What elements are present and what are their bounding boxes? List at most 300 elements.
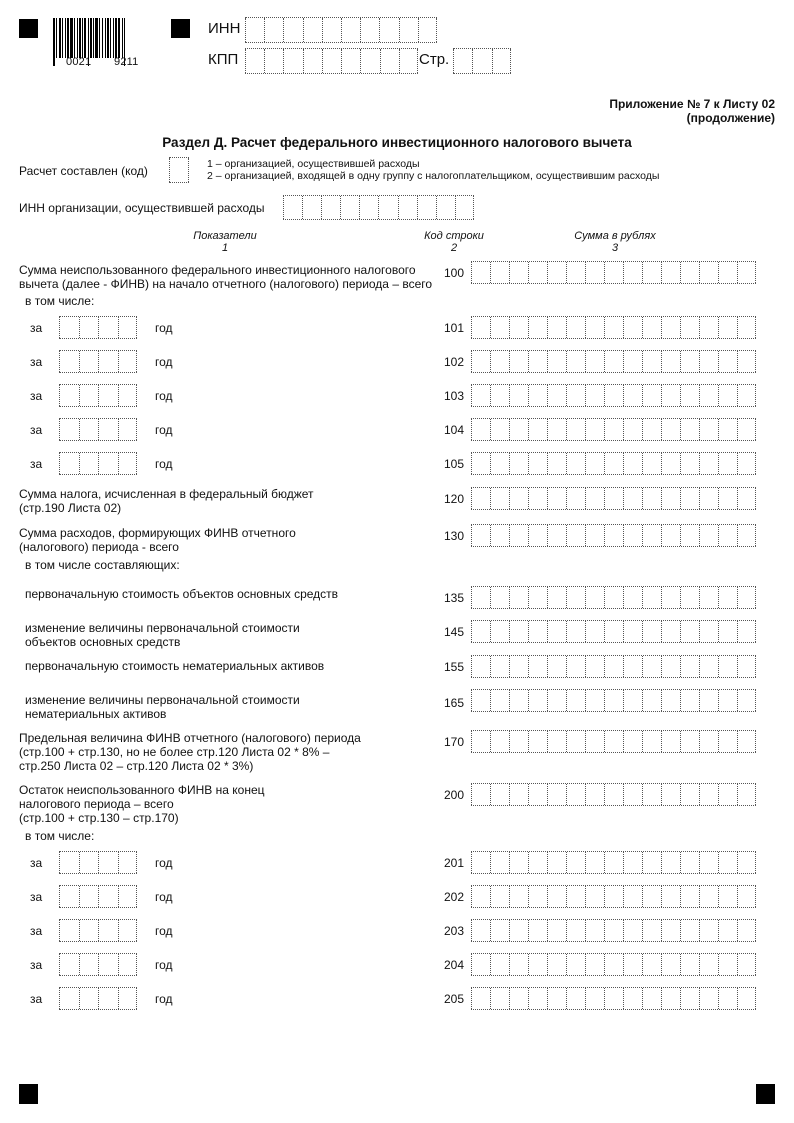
input-cell[interactable]: [699, 419, 718, 440]
input-cell[interactable]: [661, 656, 680, 677]
input-cell[interactable]: [547, 784, 566, 805]
row-100-amount-input[interactable]: [471, 261, 756, 284]
year-row-205-amount-input[interactable]: [471, 987, 756, 1010]
compiled-by-code-input[interactable]: [169, 157, 189, 183]
input-cell[interactable]: [661, 920, 680, 941]
input-cell[interactable]: [490, 419, 509, 440]
input-cell[interactable]: [737, 587, 756, 608]
input-cell[interactable]: [490, 317, 509, 338]
input-cell[interactable]: [59, 920, 79, 941]
input-cell[interactable]: [98, 886, 118, 907]
input-cell[interactable]: [604, 988, 623, 1009]
input-cell[interactable]: [642, 886, 661, 907]
input-cell[interactable]: [471, 656, 490, 677]
input-cell[interactable]: [642, 385, 661, 406]
year-row-203-year-input[interactable]: [59, 919, 137, 942]
input-cell[interactable]: [604, 954, 623, 975]
input-cell[interactable]: [718, 587, 737, 608]
input-cell[interactable]: [566, 385, 585, 406]
input-cell[interactable]: [509, 731, 528, 752]
input-cell[interactable]: [623, 419, 642, 440]
input-cell[interactable]: [436, 196, 455, 219]
input-cell[interactable]: [492, 49, 511, 73]
input-cell[interactable]: [59, 317, 79, 338]
year-row-201-amount-input[interactable]: [471, 851, 756, 874]
input-cell[interactable]: [737, 525, 756, 546]
row-170-amount-input[interactable]: [471, 730, 756, 753]
row-120-amount-input[interactable]: [471, 487, 756, 510]
input-cell[interactable]: [547, 419, 566, 440]
input-cell[interactable]: [585, 784, 604, 805]
input-cell[interactable]: [623, 656, 642, 677]
input-cell[interactable]: [680, 886, 699, 907]
year-row-102-amount-input[interactable]: [471, 350, 756, 373]
input-cell[interactable]: [680, 656, 699, 677]
input-cell[interactable]: [547, 852, 566, 873]
year-row-204-amount-input[interactable]: [471, 953, 756, 976]
input-cell[interactable]: [471, 419, 490, 440]
org-inn-input[interactable]: [283, 195, 474, 220]
input-cell[interactable]: [585, 731, 604, 752]
input-cell[interactable]: [604, 525, 623, 546]
input-cell[interactable]: [169, 158, 189, 182]
input-cell[interactable]: [585, 886, 604, 907]
input-cell[interactable]: [585, 385, 604, 406]
input-cell[interactable]: [737, 419, 756, 440]
input-cell[interactable]: [585, 525, 604, 546]
input-cell[interactable]: [604, 920, 623, 941]
input-cell[interactable]: [642, 690, 661, 711]
input-cell[interactable]: [490, 621, 509, 642]
input-cell[interactable]: [623, 317, 642, 338]
year-row-102-year-input[interactable]: [59, 350, 137, 373]
input-cell[interactable]: [245, 18, 264, 42]
input-cell[interactable]: [471, 453, 490, 474]
input-cell[interactable]: [79, 886, 99, 907]
input-cell[interactable]: [398, 196, 417, 219]
row-145-amount-input[interactable]: [471, 620, 756, 643]
input-cell[interactable]: [566, 262, 585, 283]
input-cell[interactable]: [737, 385, 756, 406]
input-cell[interactable]: [699, 954, 718, 975]
input-cell[interactable]: [623, 453, 642, 474]
input-cell[interactable]: [718, 317, 737, 338]
input-cell[interactable]: [471, 731, 490, 752]
input-cell[interactable]: [490, 385, 509, 406]
input-cell[interactable]: [604, 690, 623, 711]
input-cell[interactable]: [642, 419, 661, 440]
input-cell[interactable]: [340, 196, 359, 219]
input-cell[interactable]: [547, 525, 566, 546]
input-cell[interactable]: [623, 852, 642, 873]
input-cell[interactable]: [547, 453, 566, 474]
input-cell[interactable]: [79, 988, 99, 1009]
kpp-input[interactable]: [245, 48, 418, 74]
input-cell[interactable]: [680, 453, 699, 474]
input-cell[interactable]: [642, 453, 661, 474]
input-cell[interactable]: [472, 49, 491, 73]
input-cell[interactable]: [604, 419, 623, 440]
input-cell[interactable]: [79, 317, 99, 338]
year-row-203-amount-input[interactable]: [471, 919, 756, 942]
input-cell[interactable]: [528, 385, 547, 406]
input-cell[interactable]: [585, 920, 604, 941]
input-cell[interactable]: [79, 453, 99, 474]
input-cell[interactable]: [547, 621, 566, 642]
input-cell[interactable]: [699, 488, 718, 509]
input-cell[interactable]: [490, 453, 509, 474]
input-cell[interactable]: [585, 852, 604, 873]
input-cell[interactable]: [604, 621, 623, 642]
input-cell[interactable]: [471, 525, 490, 546]
input-cell[interactable]: [718, 690, 737, 711]
input-cell[interactable]: [623, 920, 642, 941]
input-cell[interactable]: [642, 784, 661, 805]
input-cell[interactable]: [604, 385, 623, 406]
input-cell[interactable]: [547, 886, 566, 907]
input-cell[interactable]: [718, 954, 737, 975]
input-cell[interactable]: [718, 852, 737, 873]
input-cell[interactable]: [509, 453, 528, 474]
input-cell[interactable]: [59, 453, 79, 474]
input-cell[interactable]: [661, 453, 680, 474]
input-cell[interactable]: [737, 852, 756, 873]
year-row-205-year-input[interactable]: [59, 987, 137, 1010]
input-cell[interactable]: [547, 385, 566, 406]
input-cell[interactable]: [490, 954, 509, 975]
input-cell[interactable]: [471, 690, 490, 711]
input-cell[interactable]: [585, 621, 604, 642]
input-cell[interactable]: [399, 49, 418, 73]
input-cell[interactable]: [661, 351, 680, 372]
input-cell[interactable]: [98, 419, 118, 440]
input-cell[interactable]: [642, 988, 661, 1009]
input-cell[interactable]: [718, 262, 737, 283]
input-cell[interactable]: [509, 385, 528, 406]
input-cell[interactable]: [490, 852, 509, 873]
input-cell[interactable]: [604, 488, 623, 509]
input-cell[interactable]: [642, 852, 661, 873]
input-cell[interactable]: [680, 920, 699, 941]
input-cell[interactable]: [566, 690, 585, 711]
input-cell[interactable]: [59, 385, 79, 406]
input-cell[interactable]: [604, 317, 623, 338]
input-cell[interactable]: [471, 488, 490, 509]
row-155-amount-input[interactable]: [471, 655, 756, 678]
input-cell[interactable]: [528, 262, 547, 283]
input-cell[interactable]: [547, 587, 566, 608]
input-cell[interactable]: [509, 852, 528, 873]
input-cell[interactable]: [341, 18, 360, 42]
input-cell[interactable]: [737, 453, 756, 474]
row-130-amount-input[interactable]: [471, 524, 756, 547]
input-cell[interactable]: [509, 488, 528, 509]
input-cell[interactable]: [680, 954, 699, 975]
input-cell[interactable]: [490, 920, 509, 941]
input-cell[interactable]: [359, 196, 378, 219]
input-cell[interactable]: [566, 886, 585, 907]
input-cell[interactable]: [661, 385, 680, 406]
input-cell[interactable]: [321, 196, 340, 219]
input-cell[interactable]: [680, 784, 699, 805]
input-cell[interactable]: [566, 419, 585, 440]
input-cell[interactable]: [566, 621, 585, 642]
input-cell[interactable]: [509, 988, 528, 1009]
input-cell[interactable]: [118, 920, 138, 941]
input-cell[interactable]: [79, 920, 99, 941]
input-cell[interactable]: [737, 954, 756, 975]
input-cell[interactable]: [680, 262, 699, 283]
input-cell[interactable]: [699, 920, 718, 941]
input-cell[interactable]: [118, 351, 138, 372]
input-cell[interactable]: [59, 886, 79, 907]
row-165-amount-input[interactable]: [471, 689, 756, 712]
input-cell[interactable]: [604, 784, 623, 805]
input-cell[interactable]: [59, 988, 79, 1009]
input-cell[interactable]: [680, 525, 699, 546]
input-cell[interactable]: [118, 988, 138, 1009]
input-cell[interactable]: [79, 419, 99, 440]
input-cell[interactable]: [528, 988, 547, 1009]
input-cell[interactable]: [79, 954, 99, 975]
input-cell[interactable]: [59, 419, 79, 440]
input-cell[interactable]: [509, 351, 528, 372]
input-cell[interactable]: [118, 317, 138, 338]
input-cell[interactable]: [718, 525, 737, 546]
input-cell[interactable]: [528, 656, 547, 677]
input-cell[interactable]: [264, 49, 283, 73]
input-cell[interactable]: [585, 954, 604, 975]
input-cell[interactable]: [98, 453, 118, 474]
input-cell[interactable]: [661, 317, 680, 338]
input-cell[interactable]: [528, 886, 547, 907]
input-cell[interactable]: [509, 690, 528, 711]
input-cell[interactable]: [547, 351, 566, 372]
input-cell[interactable]: [509, 525, 528, 546]
input-cell[interactable]: [718, 351, 737, 372]
input-cell[interactable]: [79, 385, 99, 406]
input-cell[interactable]: [528, 317, 547, 338]
input-cell[interactable]: [699, 656, 718, 677]
input-cell[interactable]: [471, 920, 490, 941]
input-cell[interactable]: [378, 196, 397, 219]
input-cell[interactable]: [264, 18, 283, 42]
input-cell[interactable]: [642, 525, 661, 546]
input-cell[interactable]: [98, 920, 118, 941]
input-cell[interactable]: [737, 351, 756, 372]
input-cell[interactable]: [661, 690, 680, 711]
input-cell[interactable]: [699, 731, 718, 752]
input-cell[interactable]: [585, 690, 604, 711]
input-cell[interactable]: [661, 488, 680, 509]
input-cell[interactable]: [59, 852, 79, 873]
input-cell[interactable]: [718, 385, 737, 406]
input-cell[interactable]: [623, 262, 642, 283]
input-cell[interactable]: [380, 49, 399, 73]
input-cell[interactable]: [547, 656, 566, 677]
year-row-104-amount-input[interactable]: [471, 418, 756, 441]
input-cell[interactable]: [490, 690, 509, 711]
input-cell[interactable]: [360, 49, 379, 73]
input-cell[interactable]: [718, 488, 737, 509]
input-cell[interactable]: [737, 317, 756, 338]
input-cell[interactable]: [699, 690, 718, 711]
input-cell[interactable]: [585, 656, 604, 677]
input-cell[interactable]: [699, 852, 718, 873]
input-cell[interactable]: [490, 488, 509, 509]
input-cell[interactable]: [566, 920, 585, 941]
input-cell[interactable]: [642, 262, 661, 283]
input-cell[interactable]: [509, 621, 528, 642]
input-cell[interactable]: [604, 852, 623, 873]
input-cell[interactable]: [547, 920, 566, 941]
input-cell[interactable]: [718, 784, 737, 805]
input-cell[interactable]: [566, 525, 585, 546]
input-cell[interactable]: [283, 18, 302, 42]
input-cell[interactable]: [509, 886, 528, 907]
input-cell[interactable]: [604, 262, 623, 283]
input-cell[interactable]: [566, 453, 585, 474]
input-cell[interactable]: [79, 852, 99, 873]
input-cell[interactable]: [303, 49, 322, 73]
input-cell[interactable]: [699, 262, 718, 283]
input-cell[interactable]: [509, 587, 528, 608]
input-cell[interactable]: [699, 351, 718, 372]
input-cell[interactable]: [490, 988, 509, 1009]
input-cell[interactable]: [98, 954, 118, 975]
input-cell[interactable]: [528, 525, 547, 546]
input-cell[interactable]: [623, 351, 642, 372]
input-cell[interactable]: [566, 317, 585, 338]
input-cell[interactable]: [490, 784, 509, 805]
year-row-101-year-input[interactable]: [59, 316, 137, 339]
input-cell[interactable]: [661, 262, 680, 283]
input-cell[interactable]: [585, 317, 604, 338]
input-cell[interactable]: [547, 317, 566, 338]
input-cell[interactable]: [322, 49, 341, 73]
input-cell[interactable]: [604, 731, 623, 752]
input-cell[interactable]: [680, 351, 699, 372]
year-row-104-year-input[interactable]: [59, 418, 137, 441]
input-cell[interactable]: [528, 920, 547, 941]
input-cell[interactable]: [471, 886, 490, 907]
input-cell[interactable]: [471, 954, 490, 975]
input-cell[interactable]: [699, 385, 718, 406]
input-cell[interactable]: [718, 453, 737, 474]
input-cell[interactable]: [547, 731, 566, 752]
input-cell[interactable]: [98, 385, 118, 406]
input-cell[interactable]: [509, 954, 528, 975]
input-cell[interactable]: [118, 954, 138, 975]
input-cell[interactable]: [118, 385, 138, 406]
input-cell[interactable]: [59, 351, 79, 372]
input-cell[interactable]: [528, 419, 547, 440]
input-cell[interactable]: [661, 525, 680, 546]
input-cell[interactable]: [699, 988, 718, 1009]
input-cell[interactable]: [699, 886, 718, 907]
year-row-204-year-input[interactable]: [59, 953, 137, 976]
input-cell[interactable]: [737, 784, 756, 805]
input-cell[interactable]: [379, 18, 398, 42]
input-cell[interactable]: [661, 988, 680, 1009]
input-cell[interactable]: [680, 988, 699, 1009]
year-row-103-amount-input[interactable]: [471, 384, 756, 407]
input-cell[interactable]: [98, 351, 118, 372]
input-cell[interactable]: [566, 656, 585, 677]
input-cell[interactable]: [737, 488, 756, 509]
input-cell[interactable]: [680, 587, 699, 608]
input-cell[interactable]: [737, 731, 756, 752]
input-cell[interactable]: [471, 385, 490, 406]
input-cell[interactable]: [118, 419, 138, 440]
input-cell[interactable]: [528, 731, 547, 752]
input-cell[interactable]: [585, 587, 604, 608]
input-cell[interactable]: [699, 621, 718, 642]
input-cell[interactable]: [718, 988, 737, 1009]
input-cell[interactable]: [699, 453, 718, 474]
input-cell[interactable]: [566, 784, 585, 805]
input-cell[interactable]: [547, 690, 566, 711]
input-cell[interactable]: [623, 587, 642, 608]
input-cell[interactable]: [623, 621, 642, 642]
input-cell[interactable]: [490, 731, 509, 752]
input-cell[interactable]: [528, 453, 547, 474]
input-cell[interactable]: [490, 886, 509, 907]
input-cell[interactable]: [528, 351, 547, 372]
input-cell[interactable]: [642, 731, 661, 752]
year-row-103-year-input[interactable]: [59, 384, 137, 407]
input-cell[interactable]: [585, 488, 604, 509]
input-cell[interactable]: [737, 656, 756, 677]
input-cell[interactable]: [98, 988, 118, 1009]
input-cell[interactable]: [399, 18, 418, 42]
input-cell[interactable]: [547, 262, 566, 283]
input-cell[interactable]: [566, 351, 585, 372]
input-cell[interactable]: [509, 317, 528, 338]
year-row-202-year-input[interactable]: [59, 885, 137, 908]
input-cell[interactable]: [283, 196, 302, 219]
input-cell[interactable]: [718, 621, 737, 642]
input-cell[interactable]: [528, 784, 547, 805]
input-cell[interactable]: [471, 317, 490, 338]
input-cell[interactable]: [604, 587, 623, 608]
input-cell[interactable]: [283, 49, 302, 73]
year-row-201-year-input[interactable]: [59, 851, 137, 874]
input-cell[interactable]: [680, 690, 699, 711]
input-cell[interactable]: [566, 731, 585, 752]
input-cell[interactable]: [661, 784, 680, 805]
input-cell[interactable]: [566, 488, 585, 509]
input-cell[interactable]: [528, 690, 547, 711]
input-cell[interactable]: [471, 852, 490, 873]
inn-input[interactable]: [245, 17, 437, 43]
input-cell[interactable]: [642, 351, 661, 372]
row-200-amount-input[interactable]: [471, 783, 756, 806]
input-cell[interactable]: [680, 621, 699, 642]
input-cell[interactable]: [623, 886, 642, 907]
input-cell[interactable]: [528, 587, 547, 608]
input-cell[interactable]: [661, 419, 680, 440]
input-cell[interactable]: [490, 262, 509, 283]
year-row-101-amount-input[interactable]: [471, 316, 756, 339]
input-cell[interactable]: [509, 419, 528, 440]
input-cell[interactable]: [118, 886, 138, 907]
input-cell[interactable]: [471, 621, 490, 642]
input-cell[interactable]: [490, 587, 509, 608]
year-row-105-amount-input[interactable]: [471, 452, 756, 475]
input-cell[interactable]: [680, 488, 699, 509]
input-cell[interactable]: [79, 351, 99, 372]
